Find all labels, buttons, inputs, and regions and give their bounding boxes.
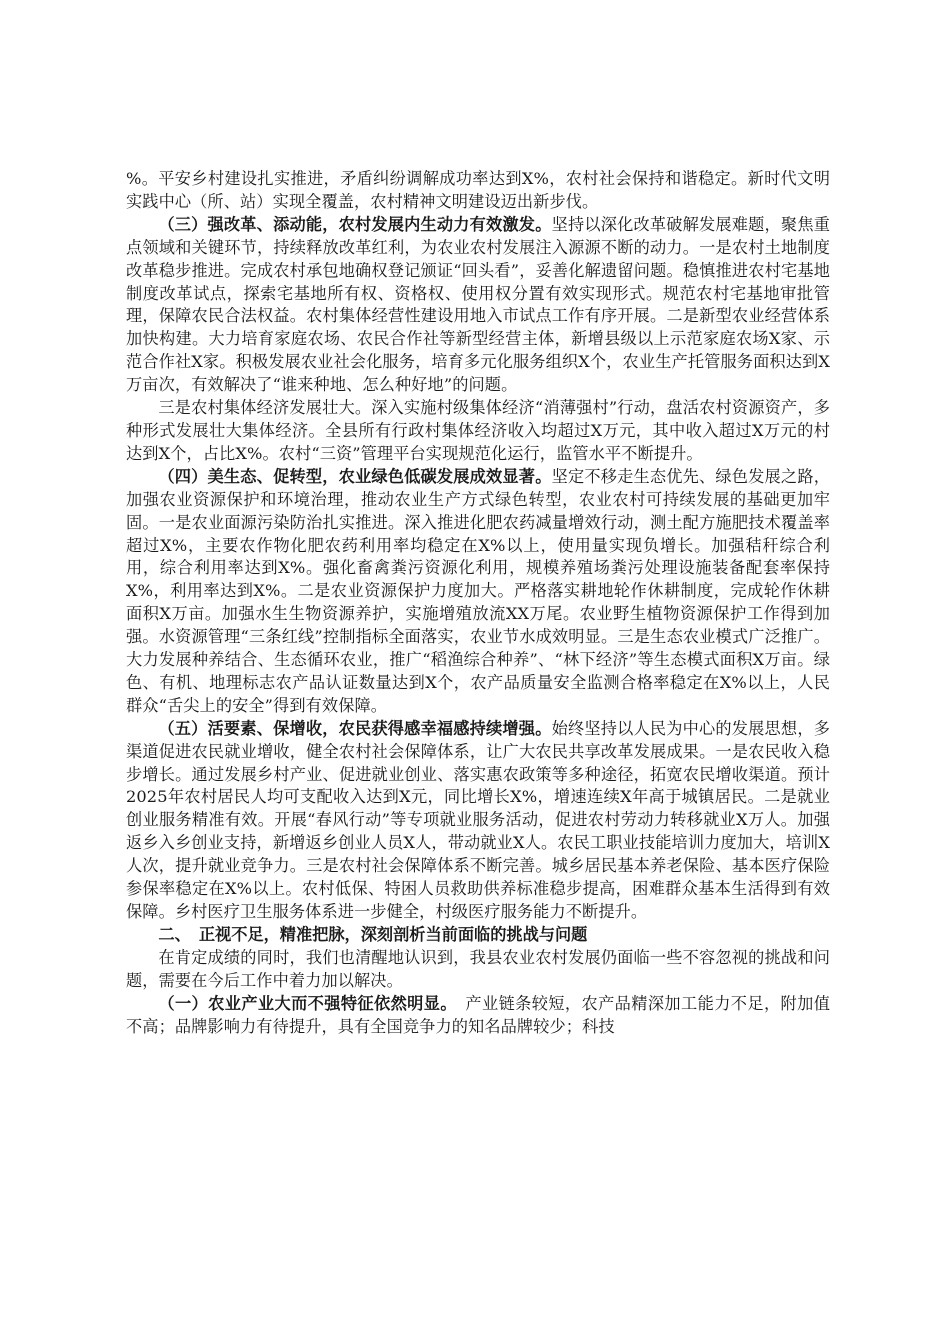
paragraph-income [126,718,830,924]
section-heading: 二、 正视不足，精准把脉，深刻剖析当前面临的挑战与问题 [158,924,588,944]
paragraph-reform [126,214,830,397]
paragraph-lead: （四）美生态、促转型，农业绿色低碳发展成效显著。 [158,466,552,486]
paragraph-lead: （三）强改革、添动能，农村发展内生动力有效激发。 [158,214,552,234]
paragraph-intro [126,947,830,993]
paragraph-lead: （五）活要素、保增收，农民获得感幸福感持续增强。 [158,718,552,738]
paragraph-continued [126,168,830,214]
paragraph-ecology [126,466,830,718]
paragraph-body: 坚持以深化改革破解发展难题，聚焦重点领域和关键环节，持续释放改革红利，为农业农村发展注入源源不断的动力。一是农村土地制度改革稳步推进。完成农村承包地确权登记颁证“回头看”，妥善化解遗留问题。稳慎推进农村宅基地制度改革试点，探索宅基地所有权、资格权、使用权分置有效实现形式。规范农村宅基地审批管理，保障农民合法权益。农村集体经营性建设用地入市试点工作有序开展。二是新型农业经营体系加快构建。大力培育家庭农场、农民合作社等新型经营主体，新增县级以上示范家庭农场X家、示范合作社X家。积极发展农业社会化服务，培育多元化服务组织X个，农业生产托管服务面积达到X万亩次，有效解决了“谁来种地、怎么种好地”的问题。 [126,214,830,395]
paragraph-body: %。平安乡村建设扎实推进，矛盾纠纷调解成功率达到X%，农村社会保持和谐稳定。新时代文明实践中心（所、站）实现全覆盖，农村精神文明建设迈出新步伐。 [126,169,830,211]
document-page [126,168,830,1038]
paragraph-body: 三是农村集体经济发展壮大。深入实施村级集体经济“消薄强村”行动，盘活农村资源资产，多种形式发展壮大集体经济。全县所有行政村集体经济收入均超过X万元，其中收入超过X万元的村达到X个，占比X%。农村“三资”管理平台实现规范化运行，监管水平不断提升。 [126,398,830,463]
paragraph-lead: （一）农业产业大而不强特征依然明显。 [158,993,449,1013]
paragraph-industry [126,993,830,1039]
paragraph-body: 在肯定成绩的同时，我们也清醒地认识到，我县农业农村发展仍面临一些不容忽视的挑战和问题，需要在今后工作中着力加以解决。 [126,947,830,990]
paragraph-collective-economy [126,397,830,466]
paragraph-body: 坚定不移走生态优先、绿色发展之路，加强农业资源保护和环境治理，推动农业生产方式绿色转型，农业农村可持续发展的基础更加牢固。一是农业面源污染防治扎实推进。深入推进化肥农药减量增效行动，测土配方施肥技术覆盖率超过X%，主要农作物化肥农药利用率均稳定在X%以上，使用量实现负增长。加强秸秆综合利用，综合利用率达到X%。强化畜禽粪污资源化利用，规模养殖场粪污处理设施装备配套率保持X%，利用率达到X%。二是农业资源保护力度加大。严格落实耕地轮作休耕制度，完成轮作休耕面积X万亩。加强水生生物资源养护，实施增殖放流XX万尾。农业野生植物资源保护工作得到加强。水资源管理“三条红线”控制指标全面落实，农业节水成效明显。三是生态农业模式广泛推广。大力发展种养结合、生态循环农业，推广“稻渔综合种养”、“林下经济”等生态模式面积X万亩。绿色、有机、地理标志农产品认证数量达到X个，农产品质量安全监测合格率稳定在X%以上，人民群众“舌尖上的安全”得到有效保障。 [126,466,830,715]
paragraph-body: 始终坚持以人民为中心的发展思想，多渠道促进农民就业增收，健全农村社会保障体系，让广大农民共享改革发展成果。一是农民收入稳步增长。通过发展乡村产业、促进就业创业、落实惠农政策等多种途径，拓宽农民增收渠道。预计2025年农村居民人均可支配收入达到X元，同比增长X%，增速连续X年高于城镇居民。二是就业创业服务精准有效。开展“春风行动”等专项就业服务活动，促进农村劳动力转移就业X万人。加强返乡入乡创业支持，新增返乡创业人员X人，带动就业X人。农民工职业技能培训力度加大，培训X人次，提升就业竞争力。三是农村社会保障体系不断完善。城乡居民基本养老保险、基本医疗保险参保率稳定在X%以上。农村低保、特困人员救助供养标准稳步提高，困难群众基本生活得到有效保障。乡村医疗卫生服务体系进一步健全，村级医疗服务能力不断提升。 [126,718,830,921]
paragraph-body: 产业链条较短，农产品精深加工能力不足，附加值不高；品牌影响力有待提升，具有全国竞争力的知名品牌较少；科技 [126,993,830,1036]
